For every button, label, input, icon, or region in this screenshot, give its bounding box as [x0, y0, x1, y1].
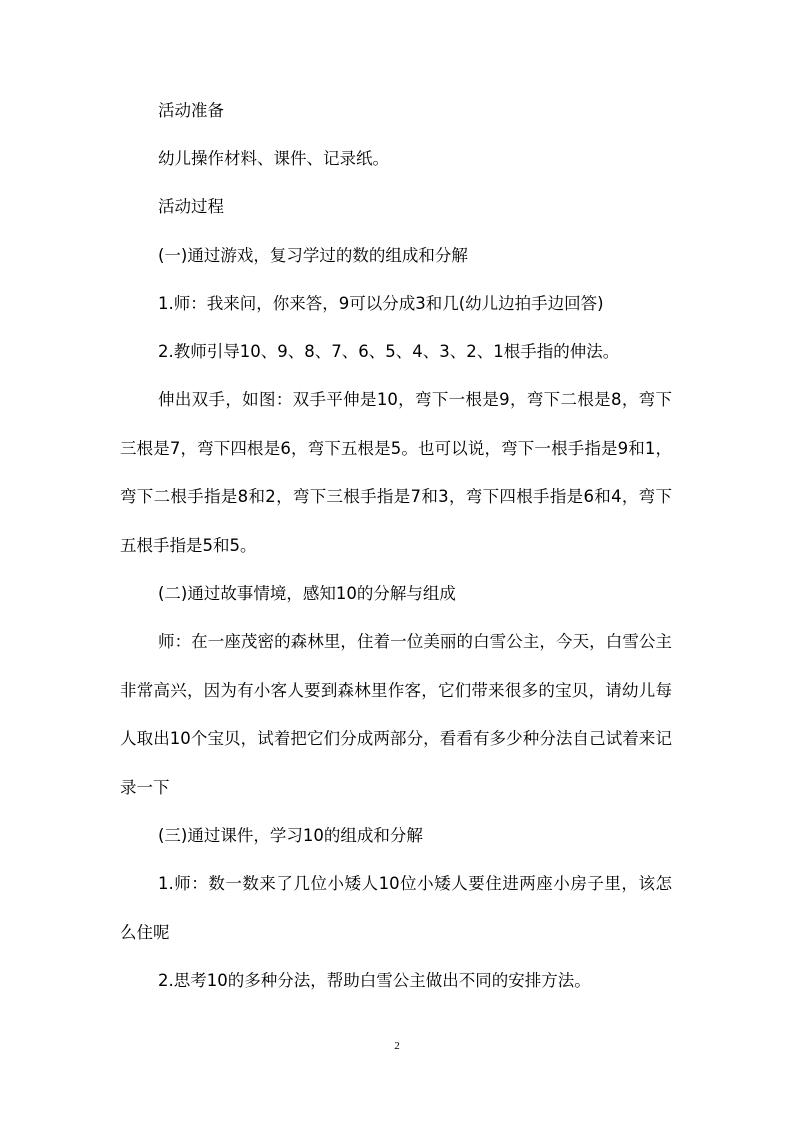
section-heading-3: (三)通过课件，学习10的组成和分解: [158, 826, 423, 845]
paragraph-step-2: 2.教师引导10、9、8、7、6、5、4、3、2、1根手指的伸法。: [158, 342, 620, 361]
paragraph-finger-method: 伸出双手，如图：双手平伸是10，弯下一根是9，弯下二根是8，弯下三根是7，弯下四根是6，弯下五根是5。也可以说，弯下一根手指是9和1，弯下二根手指是8和2，弯下三根手指是7和3，弯下四根手指是6和4，弯下五根手指是5和5。: [120, 390, 672, 555]
paragraph-dwarfs: 1.师：数一数来了几位小矮人10位小矮人要住进两座小房子里，该怎么住呢: [120, 874, 672, 942]
paragraph-story: 师：在一座茂密的森林里，住着一位美丽的白雪公主，今天，白雪公主非常高兴，因为有小客人要到森林里作客，它们带来很多的宝贝，请幼儿每人取出10个宝贝，试着把它们分成两部分，看看有多少种分法自己试着来记录一下: [120, 632, 672, 797]
heading-activity-preparation: 活动准备: [158, 101, 224, 120]
paragraph-step-1: 1.师：我来问，你来答，9可以分成3和几(幼儿边拍手边回答): [158, 294, 604, 313]
paragraph-materials: 幼儿操作材料、课件、记录纸。: [158, 149, 389, 168]
heading-activity-process: 活动过程: [158, 197, 224, 216]
section-heading-2: (二)通过故事情境，感知10的分解与组成: [158, 584, 456, 603]
paragraph-think: 2.思考10的多种分法，帮助白雪公主做出不同的安排方法。: [158, 971, 591, 990]
section-heading-1: (一)通过游戏，复习学过的数的组成和分解: [158, 246, 468, 265]
page-number: 2: [394, 1040, 400, 1052]
